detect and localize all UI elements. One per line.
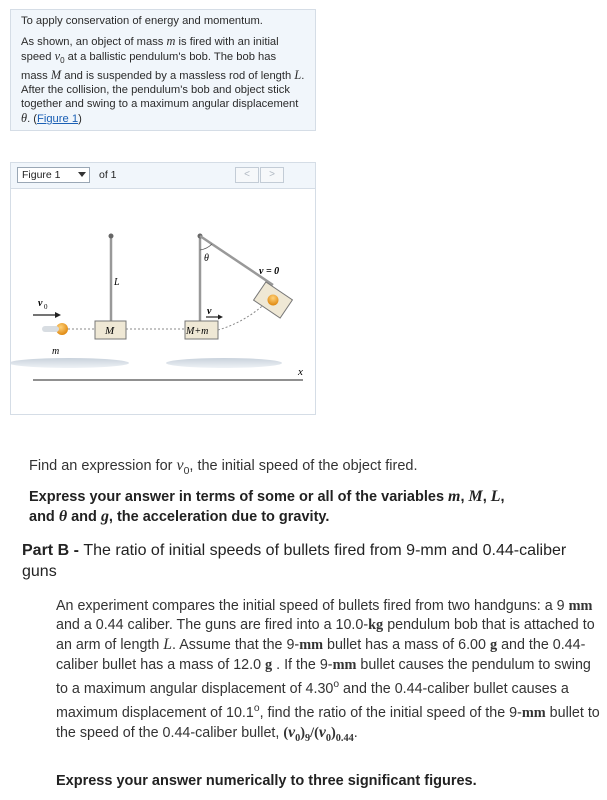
problem-text: . Assume that the 9- xyxy=(172,637,300,654)
ratio-paren: ( xyxy=(283,724,289,741)
label-v: v xyxy=(207,306,212,317)
ratio-slash: / xyxy=(310,724,315,741)
var-m: m xyxy=(448,488,461,505)
instruction-text: , xyxy=(460,489,469,505)
label-v0: v xyxy=(38,298,43,309)
floor-right xyxy=(166,358,282,368)
var-m: m xyxy=(166,34,176,48)
figure-count: of 1 xyxy=(99,169,117,181)
label-M: M xyxy=(105,325,115,337)
problem-text: bullet causes the pendulum to swing to a maximum angular displacement of 4.30 xyxy=(56,656,591,697)
ratio-paren: ) xyxy=(330,724,336,741)
v-arrowhead xyxy=(218,315,223,320)
swung-bob xyxy=(254,282,293,318)
intro-text: and is suspended by a massless rod of length xyxy=(61,70,295,83)
var-theta: θ xyxy=(58,508,68,525)
question-text: Find an expression for xyxy=(29,458,177,474)
problem-text: and the 0.44-caliber bullet causes a maximum displacement of 10.1 xyxy=(56,680,569,721)
problem-text: bullet to the speed of the 0.44-caliber bullet, xyxy=(56,704,600,741)
left-pivot xyxy=(109,234,114,239)
problem-text: and the 0.44-caliber bullet has a mass of 12.0 xyxy=(56,637,586,673)
figure-select-value: Figure 1 xyxy=(22,169,61,181)
problem-intro-panel xyxy=(10,9,316,131)
var-v0-sub: 0 xyxy=(183,465,190,477)
intro-line: To apply conservation of energy and momentum. xyxy=(21,15,263,27)
ballistic-pendulum-diagram xyxy=(11,188,315,414)
label-v-equals-0: v = 0 xyxy=(259,266,280,277)
problem-text: pendulum bob that is attached to an arm of length xyxy=(56,617,595,654)
figure-select[interactable] xyxy=(17,167,90,183)
var-L: L xyxy=(163,636,173,654)
ratio-sub: 9 xyxy=(304,732,311,744)
unit-kg: kg xyxy=(368,617,384,634)
ratio-v-sub: 0 xyxy=(325,732,331,744)
unit-mm: mm xyxy=(332,656,357,673)
intro-text: is fired with an initial speed xyxy=(21,36,279,63)
unit-g: g xyxy=(265,656,273,673)
ratio-sub: 0.44 xyxy=(335,732,354,744)
problem-text: and a 0.44 caliber. The guns are fired into a 10.0- xyxy=(56,617,369,634)
swung-rod xyxy=(200,236,273,285)
intro-text: As shown, an object of mass xyxy=(21,36,167,48)
var-theta: θ xyxy=(21,111,28,126)
theta-arc xyxy=(200,244,212,250)
label-Mm: M+m xyxy=(186,326,209,337)
intro-text: at a ballistic pendulum's bob. The bob has mass xyxy=(21,51,277,83)
instruction-text: and xyxy=(67,509,101,525)
var-v0: v xyxy=(54,49,61,63)
problem-text: . xyxy=(353,724,358,741)
part-b-instructions: Express your answer numerically to three significant figures. xyxy=(56,773,477,789)
prev-figure-button[interactable]: < xyxy=(235,167,259,183)
degree-symbol: o xyxy=(333,678,340,690)
problem-text: An experiment compares the initial speed of bullets fired from two handguns: a 9 xyxy=(56,598,569,614)
instruction-text: , the acceleration due to gravity. xyxy=(108,509,330,525)
ratio-paren: ( xyxy=(314,724,319,741)
var-L: L xyxy=(490,488,501,505)
var-v0: v xyxy=(176,457,184,474)
unit-mm: mm xyxy=(299,637,324,654)
ratio-v: v xyxy=(318,723,326,741)
instruction-text: , xyxy=(482,489,491,505)
part-b-dash: - xyxy=(69,542,84,559)
part-b-problem-text xyxy=(56,597,601,748)
label-x: x xyxy=(298,366,303,378)
label-theta: θ xyxy=(204,253,209,264)
var-L: L xyxy=(294,68,302,83)
var-M: M xyxy=(50,68,62,83)
intro-text: . ( xyxy=(27,113,38,126)
problem-text: . If the 9- xyxy=(272,656,333,673)
ratio-v: v xyxy=(288,723,296,741)
problem-text: bullet has a mass of 6.00 xyxy=(323,637,490,654)
intro-description xyxy=(21,34,305,126)
label-v0-sub: 0 xyxy=(44,303,48,311)
figure-panel xyxy=(10,162,316,415)
part-b-header[interactable] xyxy=(22,540,592,582)
part-b-label: Part B xyxy=(22,542,70,559)
intro-text: . After the collision, the pendulum's bob and object stick together and swing to a maximum angular displacement xyxy=(21,70,305,111)
var-M: M xyxy=(468,488,483,505)
figure-toolbar xyxy=(11,163,315,189)
unit-mm: mm xyxy=(568,598,593,614)
unit-g: g xyxy=(489,637,498,654)
degree-symbol: o xyxy=(253,702,260,714)
var-g: g xyxy=(100,508,109,525)
instruction-text: and xyxy=(29,509,59,525)
floor-left xyxy=(11,358,129,368)
part-a-instructions xyxy=(29,487,589,527)
part-a-question xyxy=(29,457,418,477)
part-b-title: The ratio of initial speeds of bullets fired from 9-mm and 0.44-caliber guns xyxy=(22,542,567,580)
chevron-down-icon xyxy=(78,172,86,177)
figure-link[interactable]: Figure 1 xyxy=(37,113,79,126)
question-text: , the initial speed of the object fired. xyxy=(189,458,418,474)
ratio-v-sub: 0 xyxy=(295,732,301,744)
label-m: m xyxy=(52,346,60,357)
ratio-paren: ) xyxy=(300,724,305,741)
unit-mm: mm xyxy=(521,704,546,721)
var-v0-sub: 0 xyxy=(60,56,65,66)
problem-text: , find the ratio of the initial speed of the 9- xyxy=(259,704,522,721)
next-figure-button[interactable]: > xyxy=(260,167,284,183)
label-L: L xyxy=(114,277,120,288)
instruction-text: , xyxy=(500,489,505,505)
intro-text: ) xyxy=(78,113,82,126)
instruction-text: Express your answer in terms of some or all of the variables xyxy=(29,489,449,505)
v0-arrowhead xyxy=(55,312,61,318)
